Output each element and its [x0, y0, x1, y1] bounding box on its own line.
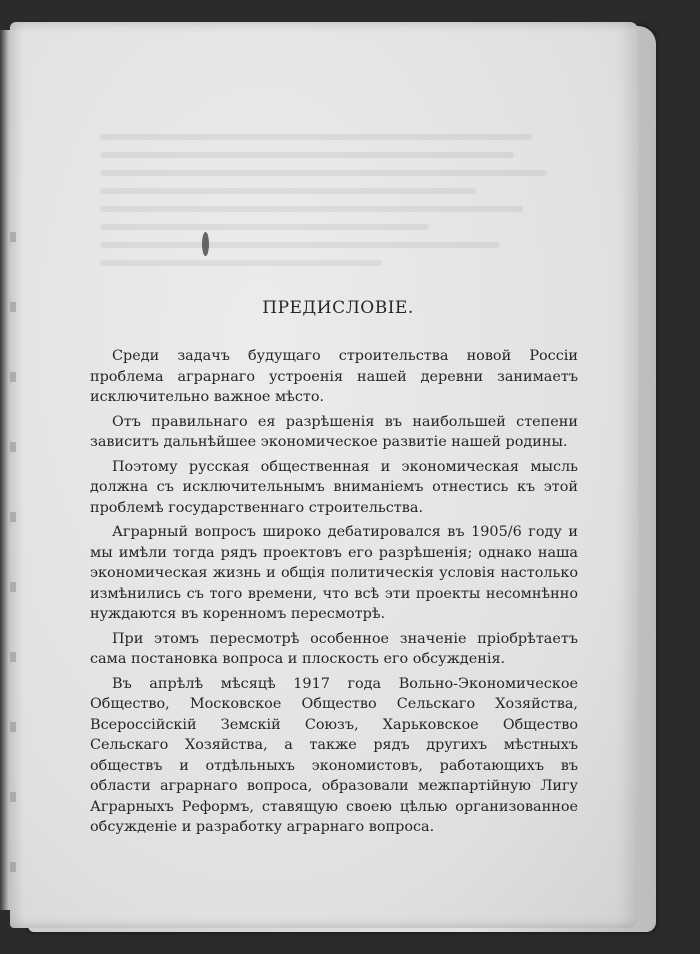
show-through-text: [100, 122, 570, 292]
paragraph: При этомъ пересмотрѣ особенное значенiе прiобрѣтаетъ сама постановка вопроса и плоскость его обсужденiя.: [90, 630, 578, 667]
binding-marks: [10, 172, 16, 872]
paragraph: Въ апрѣлѣ мѣсяцѣ 1917 года Вольно-Экономическое Общество, Московское Общество Сельскаго Хозяйства, Всероссiйскiй Земскiй Союзъ, Харьковское Общество Сельскаго Хозяйства, а также рядъ другихъ мѣстныхъ обществъ и отдѣльныхъ экономистовъ, работающихъ въ области аграрнаго вопроса, образовали межпартiйную Лигу Аграрныхъ Реформъ, ставящую своею цѣлью организованное обсужденiе и разработку аграрнаго вопроса.: [90, 675, 578, 835]
paragraph: Среди задачъ будущаго строительства новой Россiи проблема аграрнаго устроенiя нашей деревни занимаетъ исключительно важное мѣсто.: [90, 348, 578, 405]
paragraph: Отъ правильнаго ея разрѣшенiя въ наибольшей степени зависитъ дальнѣйшее экономическое развитiе нашей родины.: [90, 413, 578, 450]
paragraph: Поэтому русская общественная и экономическая мысль должна съ исключительнымъ вниманiемъ отнестись къ этой проблемѣ государственнаго строительства.: [90, 458, 578, 516]
ink-spot: [202, 232, 209, 256]
book-page: [10, 22, 638, 928]
paragraph: Аграрный вопросъ широко дебатировался въ 1905/6 году и мы имѣли тогда рядъ проектовъ его разрѣшенiя; однако наша экономическая жизнь и общiя политическiя условiя настолько измѣнились съ того времени, что всѣ эти проекты несомнѣнно нуждаются въ коренномъ пересмотрѣ.: [90, 524, 578, 622]
page-content: [90, 298, 578, 842]
page-title: ПРЕДИСЛОВIЕ.: [262, 298, 414, 318]
